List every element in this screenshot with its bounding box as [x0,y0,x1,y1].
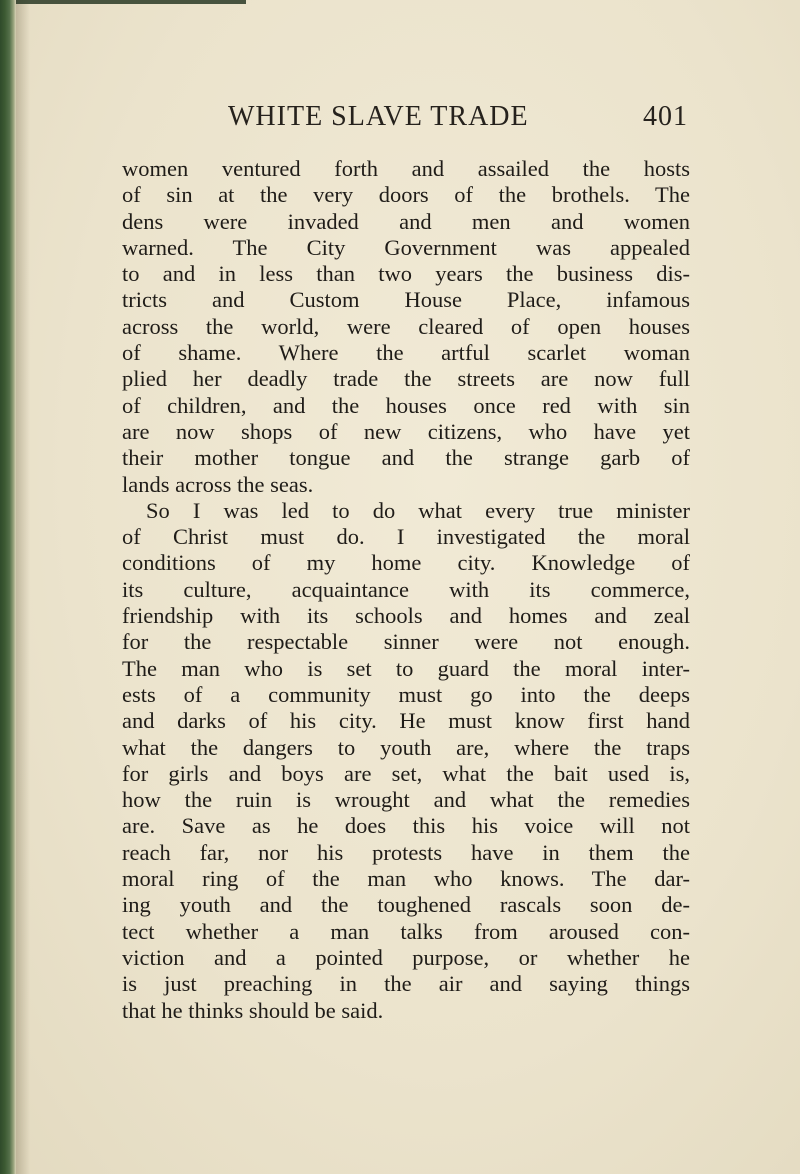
paragraph-start-line: So I was led to do what every true minister [146,497,690,523]
text-line: friendship with its schools and homes and zeal [122,603,690,629]
text-line: to and in less than two years the business dis- [122,261,690,287]
text-line: conditions of my home city. Knowledge of [122,550,690,576]
text-line: plied her deadly trade the streets are now full [122,366,690,392]
text-line: what the dangers to youth are, where the traps [122,734,690,760]
paragraph-end-line: lands across the seas. [122,471,314,497]
text-line: are now shops of new citizens, who have yet [122,418,690,444]
text-line: and darks of his city. He must know first hand [122,708,690,734]
text-line: reach far, nor his protests have in them the [122,839,690,865]
text-line: of sin at the very doors of the brothels. The [122,182,690,208]
text-line: how the ruin is wrought and what the remedies [122,787,690,813]
text-line: viction and a pointed purpose, or whether he [122,944,690,970]
text-line: of Christ must do. I investigated the moral [122,524,690,550]
text-line: is just preaching in the air and saying things [122,971,690,997]
page-number: 401 [643,101,688,132]
body-text [122,156,690,1024]
paragraph-end-line: that he thinks should be said. [122,997,384,1023]
text-line: its culture, acquaintance with its commerce, [122,576,690,602]
text-line: ing youth and the toughened rascals soon de- [122,892,690,918]
text-line: of shame. Where the artful scarlet woman [122,340,690,366]
gutter-shadow [16,0,30,1174]
text-line: moral ring of the man who knows. The dar- [122,866,690,892]
text-line: for the respectable sinner were not enough. [122,629,690,655]
text-line: their mother tongue and the strange garb of [122,445,690,471]
text-line: women ventured forth and assailed the hosts [122,156,690,181]
text-line: tricts and Custom House Place, infamous [122,287,690,313]
page-header [228,101,688,141]
text-line: ests of a community must go into the deeps [122,681,690,707]
running-head: WHITE SLAVE TRADE [228,101,529,132]
text-line: are. Save as he does this his voice will not [122,813,690,839]
text-line: for girls and boys are set, what the bait used is, [122,760,690,786]
book-binding-edge [0,0,16,1174]
text-line: of children, and the houses once red with sin [122,392,690,418]
top-edge-shade [16,0,246,4]
text-line: tect whether a man talks from aroused con- [122,918,690,944]
text-line: across the world, were cleared of open houses [122,313,690,339]
text-line: The man who is set to guard the moral inter- [122,655,690,681]
text-line: dens were invaded and men and women [122,208,690,234]
text-line: warned. The City Government was appealed [122,234,690,260]
